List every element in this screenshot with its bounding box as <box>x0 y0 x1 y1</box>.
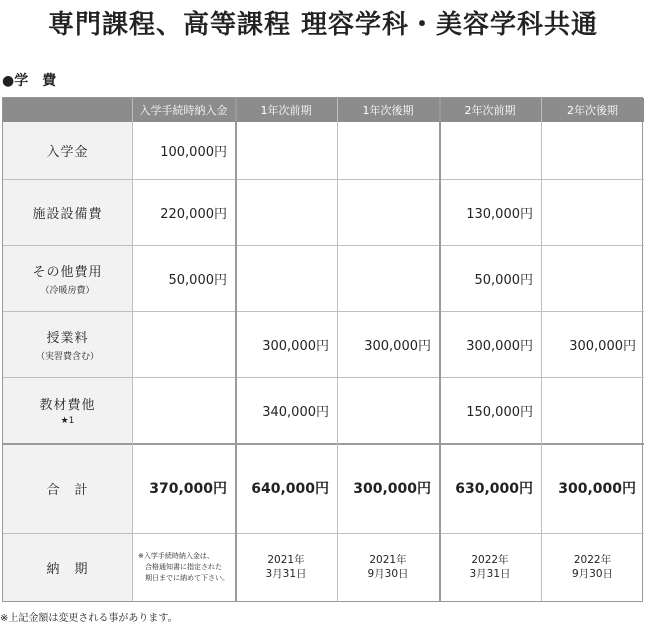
value-cell <box>132 311 235 377</box>
value-cell <box>439 122 541 179</box>
value-cell <box>541 122 644 179</box>
value-cell <box>337 245 439 311</box>
due-year: 2022年 <box>471 554 509 566</box>
due-date-cell <box>337 533 439 601</box>
value-cell: 220,000円 <box>160 206 227 222</box>
due-date-cell <box>439 533 541 601</box>
value-cell <box>235 179 337 245</box>
header-blank <box>3 98 132 122</box>
row-label: 授業料 <box>46 330 89 346</box>
grid-line <box>541 98 542 601</box>
value-cell: 50,000円 <box>168 272 227 288</box>
row-label: 入学金 <box>46 145 89 160</box>
label-cell-tuition <box>3 311 132 377</box>
payment-note-line: ※入学手続時納入金は、 <box>138 551 214 560</box>
label-cell-other <box>3 245 132 311</box>
grid-line <box>3 533 644 534</box>
grid-line <box>3 245 644 246</box>
grid-line <box>235 98 237 601</box>
row-sublabel: ★1 <box>60 416 75 426</box>
total-cell: 300,000円 <box>353 481 431 497</box>
value-cell <box>132 377 235 443</box>
label-cell-due <box>3 533 132 601</box>
row-sublabel: （実習費含む） <box>35 351 99 362</box>
header-year2-first: 2年次前期 <box>439 98 541 122</box>
total-cell: 640,000円 <box>251 481 329 497</box>
tuition-table <box>2 97 643 602</box>
value-cell: 130,000円 <box>466 206 533 222</box>
due-year: 2021年 <box>267 554 305 566</box>
value-cell <box>337 179 439 245</box>
total-cell: 300,000円 <box>558 481 636 497</box>
due-year: 2022年 <box>573 554 612 566</box>
value-cell: 300,000円 <box>569 338 636 354</box>
row-label: 納 期 <box>46 561 89 577</box>
label-cell-facility <box>3 179 132 245</box>
payment-note-line: 合格通知書に指定された <box>145 562 222 571</box>
value-cell <box>541 245 644 311</box>
due-day: 9月30日 <box>367 568 409 580</box>
header-enrollment: 入学手続時納入金 <box>132 98 235 122</box>
header-year1-second: 1年次後期 <box>337 98 439 122</box>
row-label: 教材費他 <box>39 398 96 413</box>
label-cell-total <box>3 443 132 533</box>
value-cell: 100,000円 <box>160 145 227 160</box>
value-cell <box>541 179 644 245</box>
value-cell: 300,000円 <box>262 338 329 354</box>
value-cell <box>235 122 337 179</box>
grid-line <box>3 179 644 180</box>
value-cell <box>235 245 337 311</box>
due-day: 9月30日 <box>571 568 614 580</box>
header-year1-first: 1年次前期 <box>235 98 337 122</box>
due-year: 2021年 <box>369 554 407 566</box>
value-cell: 150,000円 <box>466 404 533 420</box>
grid-line <box>132 98 133 601</box>
footnote: ※上記金額は変更される事があります。 <box>0 613 178 624</box>
grid-line <box>439 98 441 601</box>
row-label: 施設設備費 <box>32 206 103 222</box>
value-cell: 300,000円 <box>466 338 533 354</box>
value-cell <box>337 377 439 443</box>
due-day: 3月31日 <box>469 568 511 580</box>
total-cell: 630,000円 <box>455 481 533 497</box>
grid-line <box>337 98 338 601</box>
due-date-cell <box>235 533 337 601</box>
label-cell-materials <box>3 377 132 443</box>
value-cell: 50,000円 <box>474 272 533 288</box>
total-cell: 370,000円 <box>149 481 227 497</box>
due-day: 3月31日 <box>265 568 307 580</box>
grid-line <box>3 377 644 378</box>
section-heading-tuition: ●学 費 <box>2 73 57 89</box>
page-title: 専門課程、高等課程 理容学科・美容学科共通 <box>47 10 599 40</box>
value-cell: 300,000円 <box>364 338 431 354</box>
payment-note-line: 期日までに納めて下さい。 <box>145 573 229 582</box>
value-cell <box>337 122 439 179</box>
payment-note <box>132 533 235 601</box>
header-year2-second: 2年次後期 <box>541 98 644 122</box>
grid-line <box>3 311 644 312</box>
value-cell: 340,000円 <box>262 404 329 420</box>
row-label: その他費用 <box>32 264 103 280</box>
label-cell-admission <box>3 122 132 179</box>
row-label: 合 計 <box>46 482 89 498</box>
grid-line <box>3 443 644 445</box>
value-cell <box>541 377 644 443</box>
due-date-cell <box>541 533 644 601</box>
row-sublabel: （冷暖房費） <box>40 285 95 296</box>
